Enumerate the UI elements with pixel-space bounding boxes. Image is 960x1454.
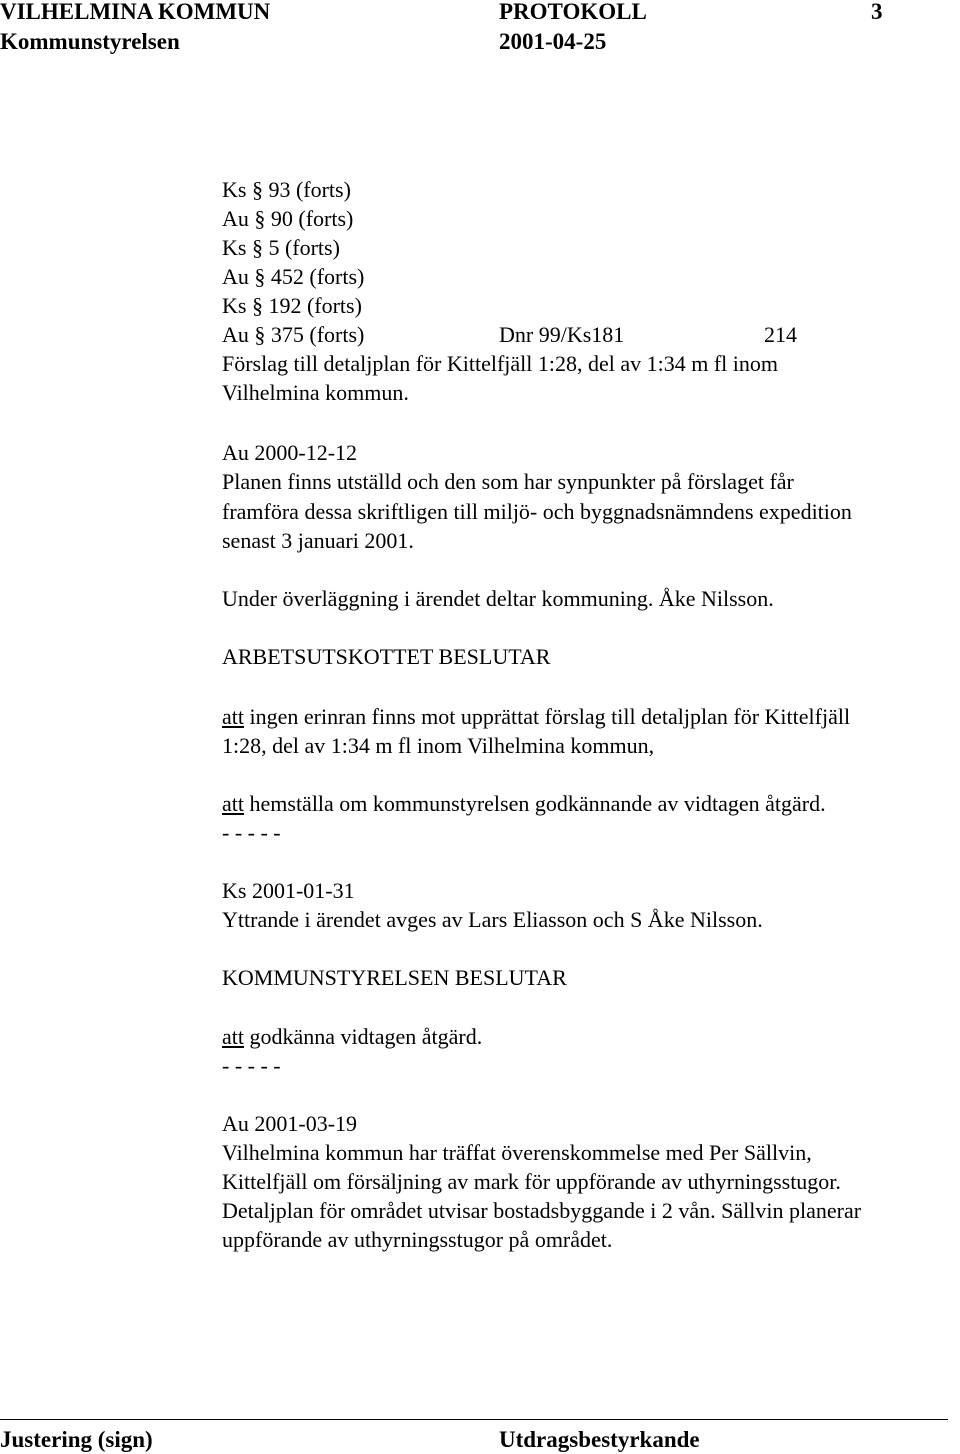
header-page-number: 3: [871, 0, 883, 24]
au1-heading: Au 2000-12-12: [222, 440, 358, 465]
matter-title-line2: Vilhelmina kommun.: [222, 380, 409, 405]
matter-title-line1: Förslag till detaljplan för Kittelfjäll 1:28, del av 1:34 m fl inom: [222, 351, 779, 376]
au1-text-line: framföra dessa skriftligen till miljö- och byggnadsnämndens expedition: [222, 499, 852, 524]
header-date: 2001-04-25: [499, 29, 607, 54]
au1-text-line: senast 3 januari 2001.: [222, 528, 414, 553]
au-decision2: [222, 789, 826, 818]
footer-rule: [0, 1419, 948, 1420]
decision-text: hemställa om kommunstyrelsen godkännande av vidtagen åtgärd.: [244, 791, 826, 816]
au2-text-line: uppförande av uthyrningsstugor på området.: [222, 1227, 613, 1252]
ref-line: Ks § 93 (forts): [222, 177, 351, 202]
footer-justering: Justering (sign): [0, 1427, 153, 1452]
ref-line: Ks § 192 (forts): [222, 293, 362, 318]
att-keyword: att: [222, 704, 244, 729]
separator: - - - - -: [222, 1053, 281, 1078]
header-body: Kommunstyrelsen: [0, 29, 180, 54]
ks-text-line: Yttrande i ärendet avges av Lars Eliasson och S Åke Nilsson.: [222, 907, 763, 932]
ref-line: Ks § 5 (forts): [222, 235, 340, 260]
ref-line: Au § 90 (forts): [222, 206, 354, 231]
header-org: VILHELMINA KOMMUN: [0, 0, 271, 24]
att-keyword: att: [222, 1024, 244, 1049]
ks-decision: [222, 1022, 482, 1051]
au-decision1-line2: 1:28, del av 1:34 m fl inom Vilhelmina kommun,: [222, 733, 655, 758]
au2-heading: Au 2001-03-19: [222, 1111, 358, 1136]
ref-line: Au § 452 (forts): [222, 264, 365, 289]
att-keyword: att: [222, 791, 244, 816]
au2-text-line: Detaljplan för området utvisar bostadsbyggande i 2 vån. Sällvin planerar: [222, 1198, 862, 1223]
au1-text-line: Planen finns utställd och den som har synpunkter på förslaget får: [222, 469, 794, 494]
footer-utdragsbestyrkande: Utdragsbestyrkande: [499, 1427, 700, 1452]
ref-line: Au § 375 (forts): [222, 322, 365, 347]
paragraph-number: 214: [764, 322, 797, 347]
diary-number: Dnr 99/Ks181: [499, 322, 625, 347]
au1-note: Under överläggning i ärendet deltar kommuning. Åke Nilsson.: [222, 586, 774, 611]
separator: - - - - -: [222, 820, 281, 845]
ks-heading: Ks 2001-01-31: [222, 878, 355, 903]
header-doc-type: PROTOKOLL: [499, 0, 647, 24]
au2-text-line: Vilhelmina kommun har träffat överenskommelse med Per Sällvin,: [222, 1140, 812, 1165]
au2-text-line: Kittelfjäll om försäljning av mark för uppförande av uthyrningsstugor.: [222, 1169, 841, 1194]
decision-text: ingen erinran finns mot upprättat förslag till detaljplan för Kittelfjäll: [244, 704, 851, 729]
decision-text: godkänna vidtagen åtgärd.: [244, 1024, 483, 1049]
au-decision-heading: ARBETSUTSKOTTET BESLUTAR: [222, 644, 551, 669]
ks-decision-heading: KOMMUNSTYRELSEN BESLUTAR: [222, 965, 567, 990]
au-decision1-line1: [222, 702, 850, 731]
